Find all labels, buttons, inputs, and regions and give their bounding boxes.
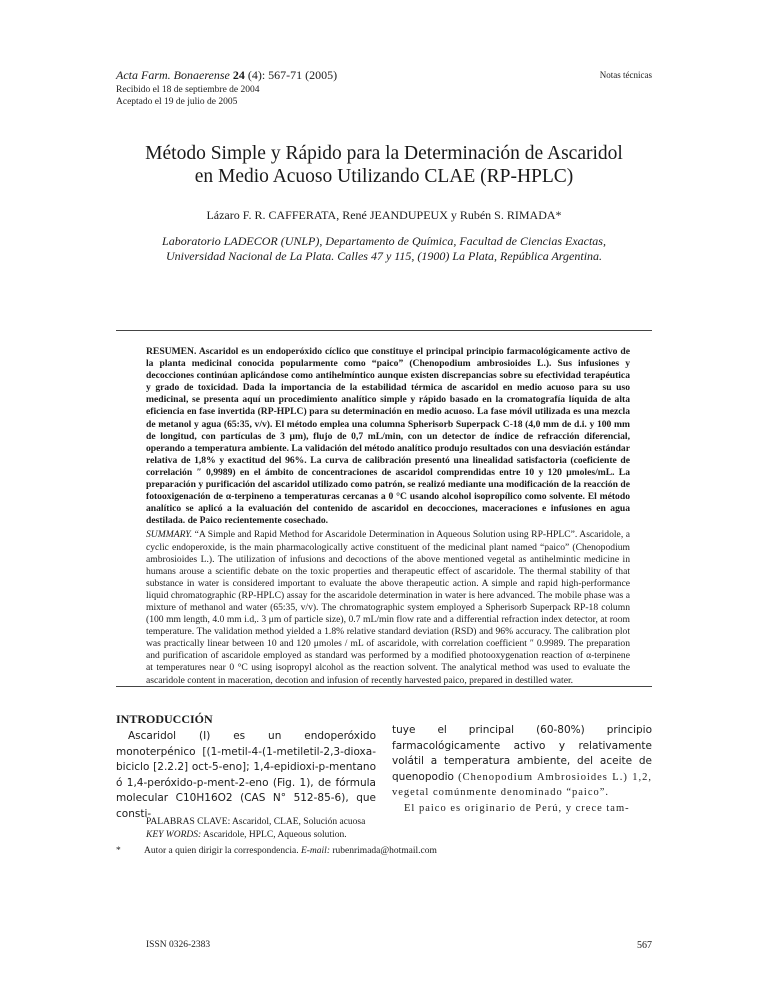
- col2-text-b: (Chenopodium Ambrosioides L.) 1,2, vegetal comúnmente denominado “paico”.: [392, 771, 652, 799]
- top-divider: [116, 330, 652, 331]
- journal-issue-pages: (4): 567-71 (2005): [247, 68, 338, 82]
- email-address[interactable]: rubenrimada@hotmail.com: [332, 846, 437, 856]
- introduction-paragraph: Ascaridol (I) es un endoperóxido monoterpénico [(1-metil-4-(1-metiletil-2,3-dioxa-biciclo [2.2.2] oct-5-eno]; 1,4-epidioxi-p-mentano ó 1,4-peróxido-p-ment-2-eno (Fig. 1), de fórmula molecular C10H16O2 (CAS N° 512-85-6), que consti-: [116, 730, 376, 820]
- title-line-1: Método Simple y Rápido para la Determinación de Ascaridol: [145, 143, 623, 164]
- summary-paragraph: [146, 529, 630, 686]
- key-words-label: KEY WORDS:: [146, 830, 202, 840]
- introduction-heading: INTRODUCCIÓN: [116, 712, 213, 726]
- palabras-clave: PALABRAS CLAVE: Ascaridol, CLAE, Solución acuosa: [146, 817, 366, 827]
- journal-volume: 24: [232, 68, 245, 82]
- email-label: E-mail:: [300, 846, 330, 856]
- affiliation-line-1: Laboratorio LADECOR (UNLP), Departamento de Química, Facultad de Ciencias Exactas,: [162, 234, 606, 248]
- correspondence-footnote: [116, 846, 437, 856]
- journal-name: Acta Farm. Bonaerense: [116, 68, 230, 82]
- summary-lead: SUMMARY.: [146, 529, 193, 541]
- body-column-right: [392, 712, 652, 817]
- accepted-date: Aceptado el 19 de julio de 2005: [116, 97, 238, 107]
- key-words-text: Ascaridole, HPLC, Aqueous solution.: [203, 830, 347, 840]
- section-label: Notas técnicas: [599, 70, 652, 80]
- abstract: [146, 346, 630, 687]
- col2-text-c: El paico es originario de Perú, y crece tam-: [404, 802, 630, 814]
- affiliation-line-2: Universidad Nacional de La Plata. Calles 47 y 115, (1900) La Plata, República Argentina.: [165, 249, 603, 263]
- resumen-paragraph: RESUMEN. Ascaridol es un endoperóxido cíclico que constituye el principal principio farmacológicamente activo de la planta medicinal conocida popularmente como “paico” (Chenopodium ambrosioides L.). Sus infusiones y decocciones continúan aplicándose como antihelmíntico aunque existen discrepancias sobre su efectividad terapéutica y grado de toxicidad. Dada la importancia de la estabilidad térmica de ascaridol en medio acuoso para su uso medicinal, se presenta aquí un procedimiento analítico simple y rápido basado en la cromatografía líquida de alta eficiencia en fase invertida (RP-HPLC) para su determinación en medio acuoso. La fase móvil utilizada es una mezcla de metanol y agua (65:35, v/v). El método emplea una columna Spherisorb Superpack C-18 (4,0 mm de d.i. y 100 mm de longitud, con partículas de 3 μm), flujo de 0,7 mL/min, con un detector de índice de refracción diferencial, operando a temperatura ambiente. La validación del método analítico produjo resultados con una desviación estándar relativa de 1,8% y exactitud del 96%. La curva de calibración presentó una linealidad satisfactoria (coeficiente de correlación ″ 0,9989) en el ámbito de concentraciones de ascaridol comprendidas entre 10 y 120 μmoles/mL. La preparación y purificación del ascaridol utilizado como patrón, se realizó mediante una modificación de la reacción de fotooxigenación de α-terpineno a temperaturas cercanas a 0 °C usando alcohol isopropílico como solvente. El método analítico se aplicó a la evaluación del contenido de ascaridol en decocciones, maceraciones e infusiones en agua destilada. de Paico recientemente cosechado.: [146, 346, 630, 527]
- title-line-2: en Medio Acuoso Utilizando CLAE (RP-HPLC): [194, 166, 574, 187]
- received-date: Recibido el 18 de septiembre de 2004: [116, 85, 260, 95]
- journal-citation: [116, 68, 337, 83]
- body-column-left: [116, 712, 376, 823]
- key-words: [146, 829, 365, 842]
- keywords-block: [146, 816, 365, 842]
- submission-dates: [116, 84, 260, 108]
- bottom-divider: [116, 686, 652, 687]
- footnote-text: Autor a quien dirigir la correspondencia.: [144, 846, 299, 856]
- affiliation: [130, 234, 638, 264]
- summary-text: “A Simple and Rapid Method for Ascaridole Determination in Aqueous Solution using RP-HPLC”. Ascaridole, a cyclic endoperoxide, is the main pharmacologically active constituent of the medicinal plant named “paico” (Chenopodium ambrosioides L.). The utilization of infusions and decoctions of the above mentioned vegetal as antihelmintic medicine in humans arouse a scientific debate on the toxic properties and therapeutic effect of ascaridole. The thermal stability of that substance in water is considered important to evaluate the above therapeutic action. A simple and rapid high-performance liquid chromatographic (RP-HPLC) assay for the ascaridole determination in water is here advanced. The mobile phase was a mixture of methanol and water (65:35, v/v). The chromatographic system employed a Spherisorb Superpack RP-18 column (100 mm length, 4.0 mm i.d,. 3 μm of particle size), 0.7 mL/min flow rate and a differential refraction index detector, at room temperature. The validation method yielded a 1.8% relative standard deviation (RSD) and 96% accuracy. The calibration plot was practically linear between 10 and 120 μmoles / mL of ascaridole, with correlation coefficient ″ 0.9989. The preparation and purification of ascaridole employed as standard was performed by a modified photooxygenation reaction of α-terpinene at temperatures near 0 °C using isopropyl alcohol as the reaction solvent. The analytical method was used to evaluate the ascaridole content in maceration, decotion and infusion of recently harvested paico, prepared in destilled water.: [146, 529, 630, 686]
- article-title: [116, 142, 652, 188]
- footnote-mark: *: [116, 846, 121, 856]
- page-number: 567: [637, 940, 652, 951]
- authors: Lázaro F. R. CAFFERATA, René JEANDUPEUX y Rubén S. RIMADA*: [206, 208, 562, 222]
- col2-text-a: tuye el principal (60-80%) principio farmacológicamente activo y relativamente volátil a temperatura ambiente, del aceite de quenopodio: [392, 724, 652, 783]
- column-right-paragraph: [392, 723, 652, 817]
- issn: ISSN 0326-2383: [146, 940, 211, 950]
